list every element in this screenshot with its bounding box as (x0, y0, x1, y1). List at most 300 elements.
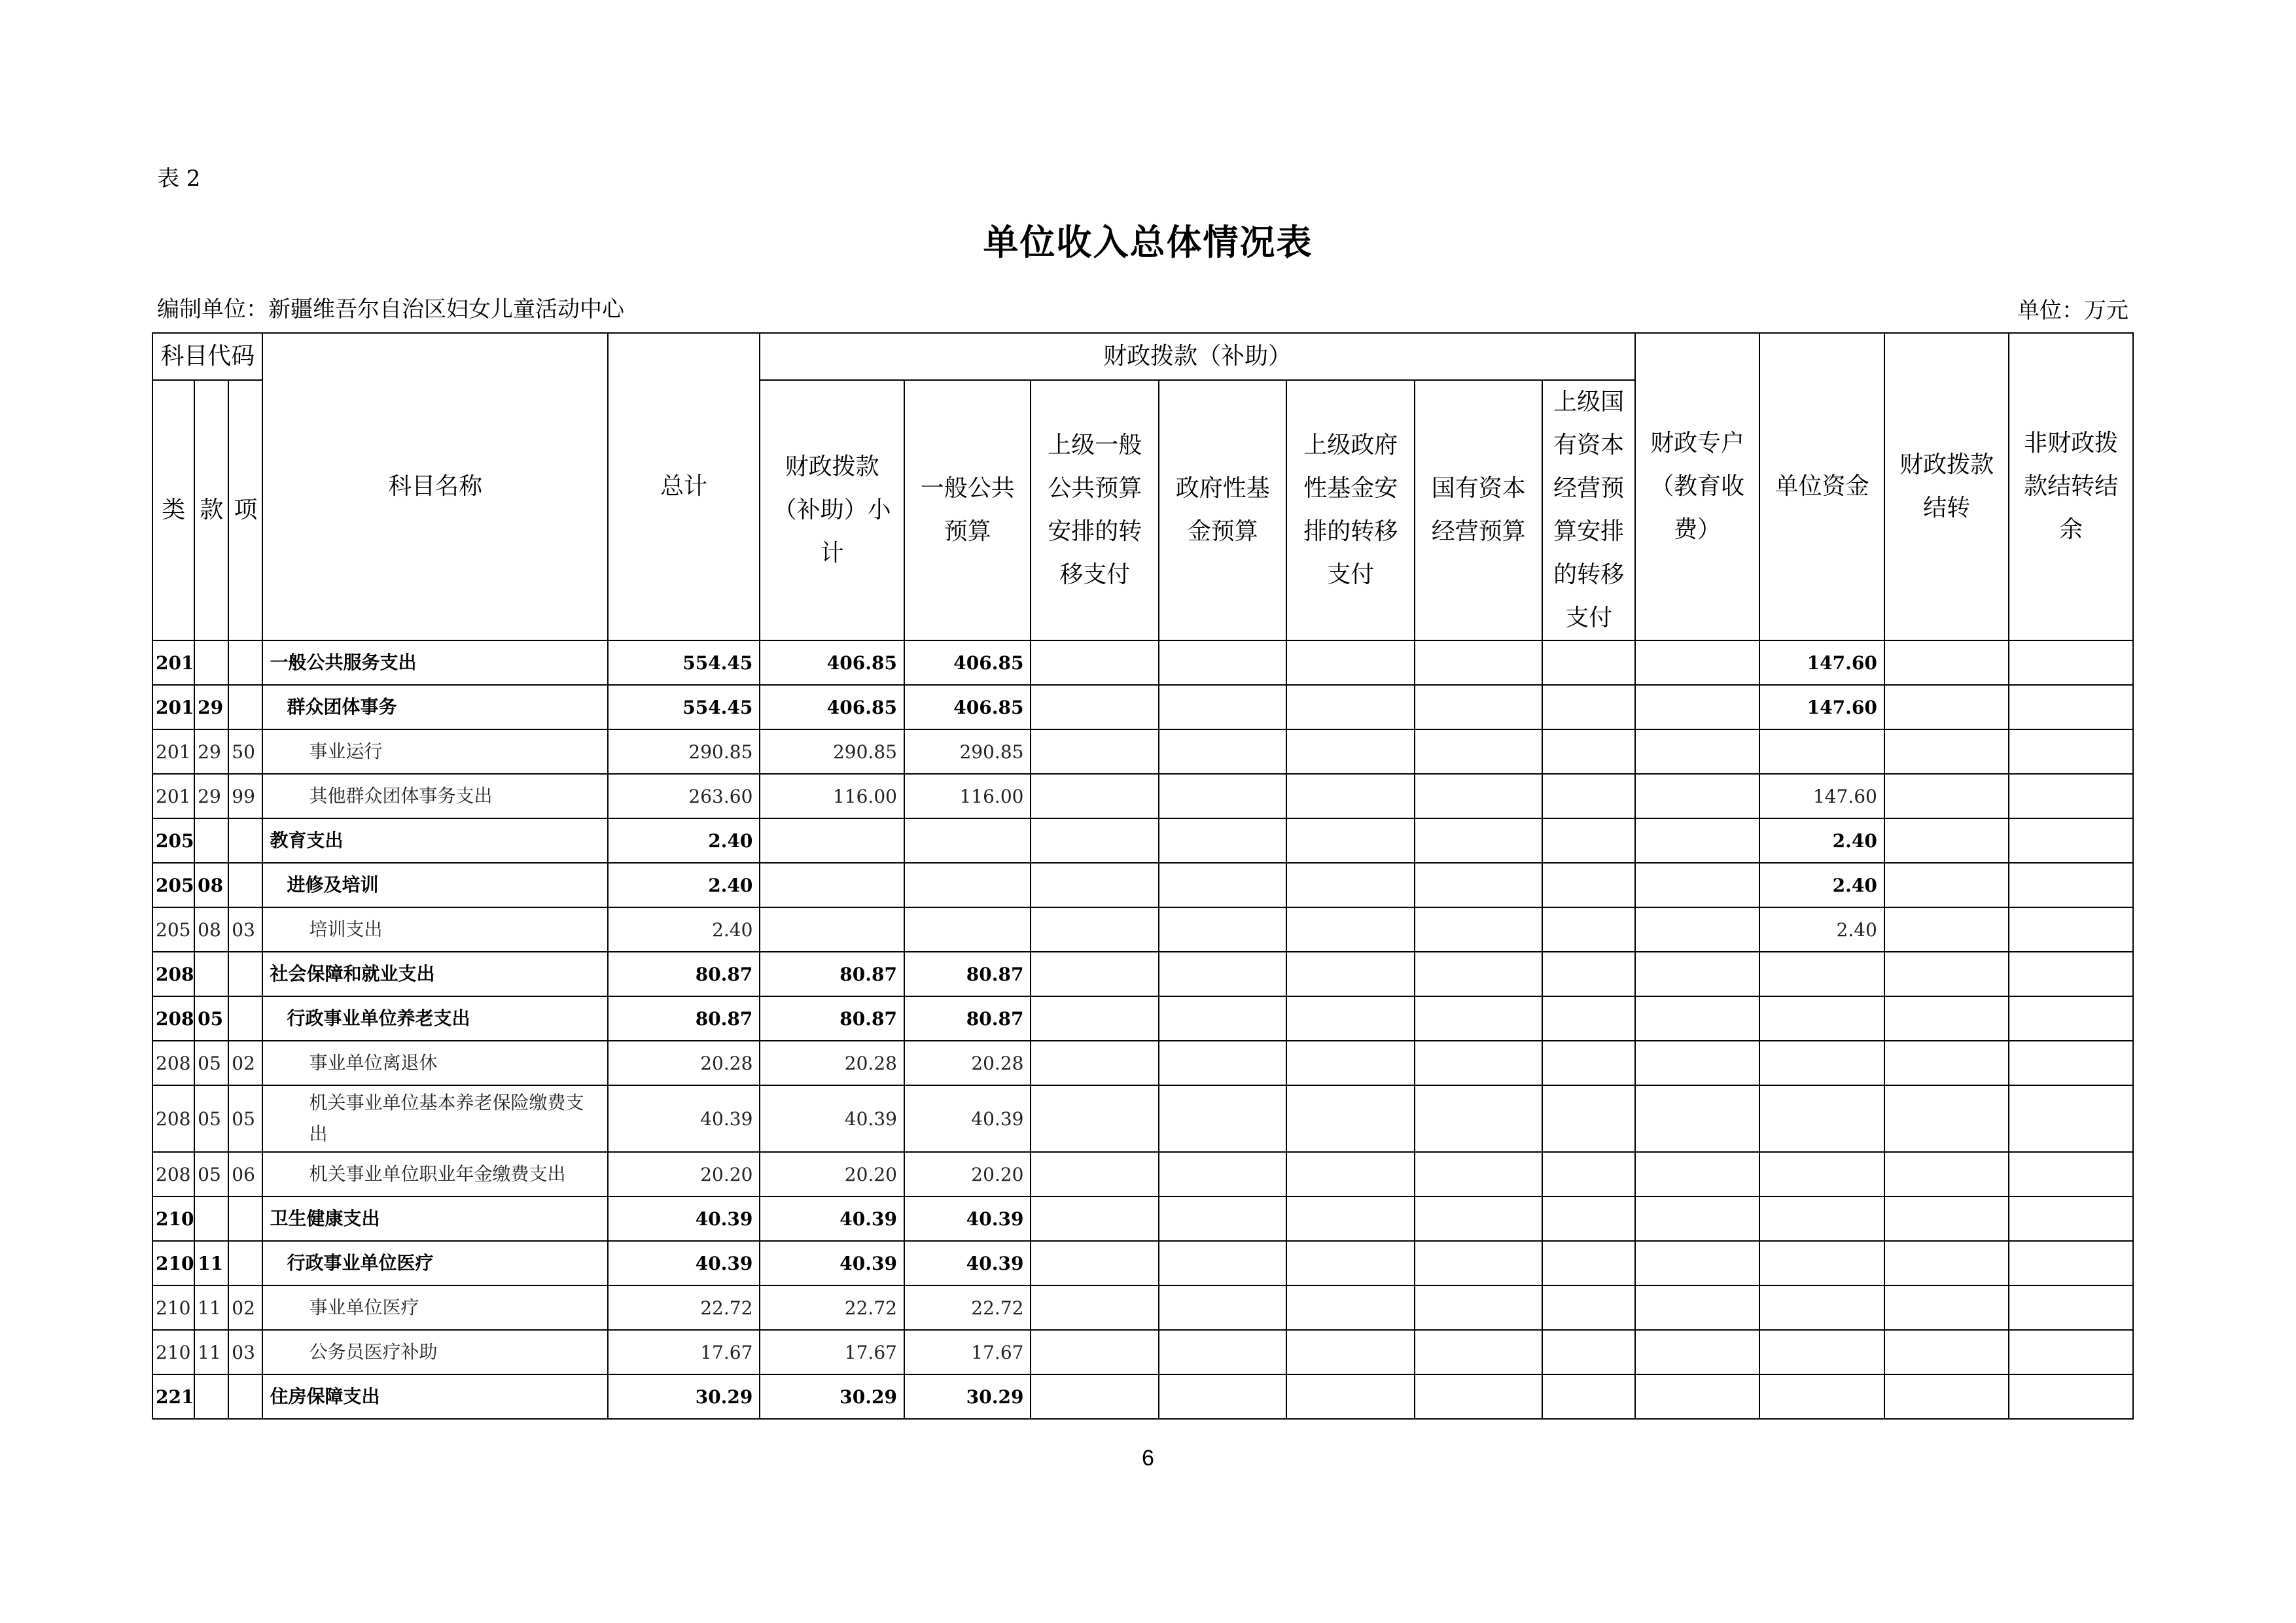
cell-gov-fund (1159, 952, 1287, 996)
cell-subject-name: 行政事业单位医疗 (262, 1241, 607, 1285)
cell-subject-name: 公务员医疗补助 (262, 1330, 607, 1374)
cell-upper-general-transfer (1031, 729, 1159, 774)
cell-upper-capital-transfer (1542, 640, 1634, 685)
cell-special-account (1635, 952, 1759, 996)
cell-kuan: 08 (194, 863, 228, 907)
cell-subject-name: 事业单位医疗 (262, 1285, 607, 1330)
cell-nonfiscal-carryover (2009, 729, 2133, 774)
cell-general-budget: 80.87 (904, 996, 1031, 1041)
cell-upper-capital-transfer (1542, 1330, 1634, 1374)
cell-upper-fund-transfer (1286, 774, 1415, 818)
cell-total: 20.28 (608, 1041, 760, 1085)
cell-nonfiscal-carryover (2009, 1041, 2133, 1085)
header-kuan: 款 (194, 380, 228, 640)
header-fiscal-subtotal: 财政拨款（补助）小计 (760, 380, 904, 640)
cell-kuan: 08 (194, 907, 228, 952)
table-row (152, 1285, 2133, 1330)
cell-state-capital (1415, 1285, 1543, 1330)
cell-lei: 210 (152, 1241, 194, 1285)
cell-upper-general-transfer (1031, 1085, 1159, 1152)
cell-special-account (1635, 1196, 1759, 1241)
cell-xiang: 02 (228, 1041, 262, 1085)
cell-nonfiscal-carryover (2009, 1374, 2133, 1419)
cell-upper-capital-transfer (1542, 952, 1634, 996)
cell-kuan: 05 (194, 1152, 228, 1196)
header-gov-fund: 政府性基金预算 (1159, 380, 1287, 640)
cell-upper-capital-transfer (1542, 1241, 1634, 1285)
cell-subject-name: 群众团体事务 (262, 685, 607, 729)
table-row (152, 952, 2133, 996)
header-xiang: 项 (228, 380, 262, 640)
cell-upper-fund-transfer (1286, 1041, 1415, 1085)
cell-lei: 205 (152, 863, 194, 907)
cell-kuan (194, 1196, 228, 1241)
cell-lei: 221 (152, 1374, 194, 1419)
cell-fiscal-subtotal (760, 863, 904, 907)
cell-upper-capital-transfer (1542, 774, 1634, 818)
cell-lei: 208 (152, 1041, 194, 1085)
cell-state-capital (1415, 685, 1543, 729)
cell-kuan (194, 640, 228, 685)
cell-xiang (228, 1374, 262, 1419)
cell-general-budget: 22.72 (904, 1285, 1031, 1330)
cell-lei: 201 (152, 685, 194, 729)
cell-total: 2.40 (608, 863, 760, 907)
cell-gov-fund (1159, 1330, 1287, 1374)
cell-fiscal-carryover (1884, 1041, 2009, 1085)
cell-total: 2.40 (608, 818, 760, 863)
cell-fiscal-carryover (1884, 685, 2009, 729)
cell-total: 2.40 (608, 907, 760, 952)
cell-total: 554.45 (608, 685, 760, 729)
cell-upper-fund-transfer (1286, 863, 1415, 907)
cell-unit-funds (1759, 1196, 1884, 1241)
cell-xiang: 05 (228, 1085, 262, 1152)
cell-kuan: 11 (194, 1241, 228, 1285)
cell-subject-name: 进修及培训 (262, 863, 607, 907)
cell-state-capital (1415, 907, 1543, 952)
cell-kuan: 05 (194, 1041, 228, 1085)
cell-upper-general-transfer (1031, 774, 1159, 818)
cell-kuan: 11 (194, 1330, 228, 1374)
cell-total: 80.87 (608, 996, 760, 1041)
cell-lei: 205 (152, 907, 194, 952)
cell-special-account (1635, 907, 1759, 952)
cell-kuan: 29 (194, 685, 228, 729)
cell-upper-capital-transfer (1542, 1085, 1634, 1152)
cell-xiang (228, 952, 262, 996)
cell-nonfiscal-carryover (2009, 1330, 2133, 1374)
cell-general-budget: 80.87 (904, 952, 1031, 996)
cell-fiscal-subtotal (760, 818, 904, 863)
income-table (152, 332, 2134, 1420)
cell-subject-name: 一般公共服务支出 (262, 640, 607, 685)
cell-nonfiscal-carryover (2009, 1196, 2133, 1241)
cell-nonfiscal-carryover (2009, 1285, 2133, 1330)
cell-unit-funds (1759, 996, 1884, 1041)
cell-unit-funds (1759, 1041, 1884, 1085)
cell-upper-capital-transfer (1542, 1041, 1634, 1085)
cell-upper-capital-transfer (1542, 996, 1634, 1041)
cell-fiscal-subtotal: 40.39 (760, 1085, 904, 1152)
cell-upper-capital-transfer (1542, 863, 1634, 907)
cell-upper-general-transfer (1031, 1241, 1159, 1285)
cell-fiscal-subtotal: 80.87 (760, 952, 904, 996)
cell-upper-capital-transfer (1542, 907, 1634, 952)
cell-upper-general-transfer (1031, 1285, 1159, 1330)
cell-upper-fund-transfer (1286, 640, 1415, 685)
cell-nonfiscal-carryover (2009, 774, 2133, 818)
cell-state-capital (1415, 818, 1543, 863)
cell-total: 40.39 (608, 1085, 760, 1152)
cell-lei: 208 (152, 1152, 194, 1196)
cell-upper-fund-transfer (1286, 907, 1415, 952)
cell-lei: 210 (152, 1330, 194, 1374)
cell-special-account (1635, 685, 1759, 729)
cell-fiscal-subtotal: 116.00 (760, 774, 904, 818)
cell-lei: 210 (152, 1196, 194, 1241)
table-row (152, 1374, 2133, 1419)
cell-fiscal-subtotal: 22.72 (760, 1285, 904, 1330)
cell-upper-fund-transfer (1286, 1330, 1415, 1374)
cell-general-budget: 30.29 (904, 1374, 1031, 1419)
cell-nonfiscal-carryover (2009, 818, 2133, 863)
cell-subject-name: 住房保障支出 (262, 1374, 607, 1419)
cell-fiscal-carryover (1884, 1152, 2009, 1196)
cell-upper-fund-transfer (1286, 685, 1415, 729)
cell-fiscal-subtotal: 20.20 (760, 1152, 904, 1196)
table-row (152, 1041, 2133, 1085)
cell-fiscal-carryover (1884, 863, 2009, 907)
table-row (152, 685, 2133, 729)
cell-nonfiscal-carryover (2009, 863, 2133, 907)
cell-fiscal-carryover (1884, 729, 2009, 774)
table-row (152, 996, 2133, 1041)
cell-unit-funds: 2.40 (1759, 863, 1884, 907)
cell-general-budget: 40.39 (904, 1241, 1031, 1285)
cell-lei: 201 (152, 729, 194, 774)
cell-upper-fund-transfer (1286, 1241, 1415, 1285)
cell-general-budget: 406.85 (904, 640, 1031, 685)
cell-fiscal-carryover (1884, 1374, 2009, 1419)
cell-unit-funds: 2.40 (1759, 907, 1884, 952)
cell-fiscal-carryover (1884, 952, 2009, 996)
cell-upper-general-transfer (1031, 996, 1159, 1041)
cell-nonfiscal-carryover (2009, 952, 2133, 996)
cell-total: 40.39 (608, 1196, 760, 1241)
cell-upper-general-transfer (1031, 1152, 1159, 1196)
cell-kuan: 11 (194, 1285, 228, 1330)
cell-kuan (194, 1374, 228, 1419)
cell-subject-name: 机关事业单位基本养老保险缴费支出 (262, 1085, 607, 1152)
cell-general-budget (904, 863, 1031, 907)
cell-gov-fund (1159, 774, 1287, 818)
cell-upper-fund-transfer (1286, 952, 1415, 996)
cell-xiang: 50 (228, 729, 262, 774)
header-subject-code: 科目代码 (152, 333, 262, 380)
table-row (152, 774, 2133, 818)
cell-nonfiscal-carryover (2009, 1152, 2133, 1196)
cell-upper-general-transfer (1031, 907, 1159, 952)
cell-upper-general-transfer (1031, 685, 1159, 729)
cell-fiscal-carryover (1884, 1196, 2009, 1241)
cell-state-capital (1415, 1241, 1543, 1285)
cell-general-budget: 290.85 (904, 729, 1031, 774)
cell-state-capital (1415, 774, 1543, 818)
cell-nonfiscal-carryover (2009, 1241, 2133, 1285)
cell-fiscal-subtotal: 20.28 (760, 1041, 904, 1085)
header-unit-funds: 单位资金 (1759, 333, 1884, 640)
cell-total: 80.87 (608, 952, 760, 996)
cell-gov-fund (1159, 1085, 1287, 1152)
cell-fiscal-carryover (1884, 818, 2009, 863)
cell-lei: 201 (152, 640, 194, 685)
header-total: 总计 (608, 333, 760, 640)
table-row (152, 1196, 2133, 1241)
cell-lei: 201 (152, 774, 194, 818)
cell-upper-capital-transfer (1542, 1374, 1634, 1419)
cell-unit-funds (1759, 952, 1884, 996)
cell-upper-fund-transfer (1286, 1285, 1415, 1330)
header-upper-capital-transfer: 上级国有资本经营预算安排的转移支付 (1542, 380, 1634, 640)
cell-fiscal-subtotal: 17.67 (760, 1330, 904, 1374)
header-upper-general-transfer: 上级一般公共预算安排的转移支付 (1031, 380, 1159, 640)
cell-subject-name: 事业单位离退休 (262, 1041, 607, 1085)
cell-gov-fund (1159, 1152, 1287, 1196)
cell-subject-name: 其他群众团体事务支出 (262, 774, 607, 818)
cell-xiang (228, 996, 262, 1041)
cell-nonfiscal-carryover (2009, 996, 2133, 1041)
cell-upper-general-transfer (1031, 1041, 1159, 1085)
table-row (152, 1241, 2133, 1285)
cell-lei: 210 (152, 1285, 194, 1330)
cell-upper-capital-transfer (1542, 818, 1634, 863)
cell-state-capital (1415, 1152, 1543, 1196)
cell-state-capital (1415, 640, 1543, 685)
cell-upper-general-transfer (1031, 818, 1159, 863)
cell-fiscal-carryover (1884, 1241, 2009, 1285)
cell-special-account (1635, 1285, 1759, 1330)
cell-subject-name: 事业运行 (262, 729, 607, 774)
cell-special-account (1635, 996, 1759, 1041)
table-row (152, 729, 2133, 774)
header-nonfiscal-carryover: 非财政拨款结转结余 (2009, 333, 2133, 640)
cell-special-account (1635, 729, 1759, 774)
cell-gov-fund (1159, 729, 1287, 774)
cell-upper-general-transfer (1031, 952, 1159, 996)
cell-unit-funds: 147.60 (1759, 640, 1884, 685)
cell-xiang (228, 818, 262, 863)
cell-xiang: 02 (228, 1285, 262, 1330)
cell-special-account (1635, 1374, 1759, 1419)
cell-upper-general-transfer (1031, 1374, 1159, 1419)
cell-total: 263.60 (608, 774, 760, 818)
cell-state-capital (1415, 729, 1543, 774)
cell-state-capital (1415, 996, 1543, 1041)
cell-total: 554.45 (608, 640, 760, 685)
cell-fiscal-subtotal: 406.85 (760, 640, 904, 685)
cell-unit-funds (1759, 1241, 1884, 1285)
cell-unit-funds (1759, 729, 1884, 774)
cell-special-account (1635, 1152, 1759, 1196)
cell-special-account (1635, 1241, 1759, 1285)
cell-upper-fund-transfer (1286, 1085, 1415, 1152)
cell-unit-funds: 147.60 (1759, 685, 1884, 729)
cell-kuan: 29 (194, 729, 228, 774)
cell-xiang: 06 (228, 1152, 262, 1196)
cell-subject-name: 机关事业单位职业年金缴费支出 (262, 1152, 607, 1196)
cell-fiscal-carryover (1884, 1085, 2009, 1152)
cell-lei: 208 (152, 996, 194, 1041)
cell-fiscal-subtotal: 290.85 (760, 729, 904, 774)
cell-subject-name: 卫生健康支出 (262, 1196, 607, 1241)
cell-state-capital (1415, 1041, 1543, 1085)
cell-state-capital (1415, 1330, 1543, 1374)
cell-gov-fund (1159, 1196, 1287, 1241)
cell-kuan: 29 (194, 774, 228, 818)
cell-kuan (194, 818, 228, 863)
cell-nonfiscal-carryover (2009, 907, 2133, 952)
cell-general-budget: 116.00 (904, 774, 1031, 818)
cell-state-capital (1415, 1085, 1543, 1152)
cell-kuan: 05 (194, 1085, 228, 1152)
cell-lei: 208 (152, 952, 194, 996)
cell-gov-fund (1159, 907, 1287, 952)
cell-upper-fund-transfer (1286, 1152, 1415, 1196)
cell-special-account (1635, 818, 1759, 863)
cell-gov-fund (1159, 863, 1287, 907)
cell-fiscal-subtotal: 40.39 (760, 1196, 904, 1241)
cell-unit-funds (1759, 1085, 1884, 1152)
table-row (152, 1330, 2133, 1374)
cell-upper-capital-transfer (1542, 685, 1634, 729)
cell-total: 22.72 (608, 1285, 760, 1330)
table-row (152, 1152, 2133, 1196)
cell-fiscal-subtotal: 40.39 (760, 1241, 904, 1285)
cell-special-account (1635, 1330, 1759, 1374)
compiling-unit: 编制单位：新疆维吾尔自治区妇女儿童活动中心 (157, 296, 624, 323)
header-lei: 类 (152, 380, 194, 640)
cell-xiang (228, 640, 262, 685)
cell-unit-funds (1759, 1330, 1884, 1374)
header-state-capital: 国有资本经营预算 (1415, 380, 1543, 640)
cell-xiang (228, 685, 262, 729)
table-row (152, 640, 2133, 685)
cell-total: 40.39 (608, 1241, 760, 1285)
header-upper-fund-transfer: 上级政府性基金安排的转移支付 (1286, 380, 1415, 640)
cell-general-budget: 20.20 (904, 1152, 1031, 1196)
cell-upper-fund-transfer (1286, 729, 1415, 774)
cell-upper-general-transfer (1031, 1196, 1159, 1241)
cell-special-account (1635, 640, 1759, 685)
cell-gov-fund (1159, 640, 1287, 685)
cell-total: 290.85 (608, 729, 760, 774)
cell-subject-name: 教育支出 (262, 818, 607, 863)
cell-gov-fund (1159, 1041, 1287, 1085)
cell-fiscal-carryover (1884, 774, 2009, 818)
header-fiscal-group: 财政拨款（补助） (760, 333, 1634, 380)
cell-nonfiscal-carryover (2009, 685, 2133, 729)
cell-general-budget (904, 907, 1031, 952)
cell-lei: 208 (152, 1085, 194, 1152)
cell-subject-name: 行政事业单位养老支出 (262, 996, 607, 1041)
cell-fiscal-carryover (1884, 1285, 2009, 1330)
cell-kuan (194, 952, 228, 996)
cell-nonfiscal-carryover (2009, 640, 2133, 685)
header-fiscal-carryover: 财政拨款结转 (1884, 333, 2009, 640)
table-body (152, 640, 2133, 1419)
cell-state-capital (1415, 863, 1543, 907)
cell-unit-funds (1759, 1152, 1884, 1196)
cell-gov-fund (1159, 685, 1287, 729)
header-general-budget: 一般公共预算 (904, 380, 1031, 640)
cell-general-budget: 17.67 (904, 1330, 1031, 1374)
cell-fiscal-subtotal: 80.87 (760, 996, 904, 1041)
cell-special-account (1635, 774, 1759, 818)
cell-unit-funds: 147.60 (1759, 774, 1884, 818)
cell-fiscal-carryover (1884, 907, 2009, 952)
cell-gov-fund (1159, 1374, 1287, 1419)
cell-unit-funds: 2.40 (1759, 818, 1884, 863)
cell-upper-fund-transfer (1286, 818, 1415, 863)
cell-gov-fund (1159, 1241, 1287, 1285)
cell-kuan: 05 (194, 996, 228, 1041)
cell-special-account (1635, 863, 1759, 907)
cell-xiang (228, 1196, 262, 1241)
cell-total: 17.67 (608, 1330, 760, 1374)
page-number: 6 (1142, 1446, 1154, 1471)
cell-general-budget: 40.39 (904, 1085, 1031, 1152)
table-label: 表 2 (157, 166, 201, 192)
header-subject-name: 科目名称 (262, 333, 607, 640)
cell-upper-capital-transfer (1542, 1285, 1634, 1330)
cell-fiscal-carryover (1884, 640, 2009, 685)
cell-general-budget: 406.85 (904, 685, 1031, 729)
table-row (152, 1085, 2133, 1152)
table-row (152, 907, 2133, 952)
cell-upper-general-transfer (1031, 640, 1159, 685)
cell-gov-fund (1159, 996, 1287, 1041)
cell-fiscal-carryover (1884, 1330, 2009, 1374)
cell-upper-fund-transfer (1286, 1374, 1415, 1419)
cell-general-budget: 20.28 (904, 1041, 1031, 1085)
cell-upper-capital-transfer (1542, 1196, 1634, 1241)
cell-subject-name: 社会保障和就业支出 (262, 952, 607, 996)
table-row (152, 863, 2133, 907)
cell-fiscal-carryover (1884, 996, 2009, 1041)
cell-fiscal-subtotal: 406.85 (760, 685, 904, 729)
cell-state-capital (1415, 952, 1543, 996)
cell-upper-fund-transfer (1286, 1196, 1415, 1241)
cell-lei: 205 (152, 818, 194, 863)
cell-fiscal-subtotal: 30.29 (760, 1374, 904, 1419)
cell-upper-general-transfer (1031, 1330, 1159, 1374)
cell-gov-fund (1159, 1285, 1287, 1330)
cell-subject-name: 培训支出 (262, 907, 607, 952)
cell-state-capital (1415, 1374, 1543, 1419)
cell-upper-general-transfer (1031, 863, 1159, 907)
cell-special-account (1635, 1085, 1759, 1152)
currency-unit: 单位：万元 (2017, 298, 2128, 324)
cell-xiang (228, 863, 262, 907)
cell-unit-funds (1759, 1374, 1884, 1419)
cell-upper-capital-transfer (1542, 729, 1634, 774)
cell-special-account (1635, 1041, 1759, 1085)
cell-general-budget (904, 818, 1031, 863)
cell-upper-fund-transfer (1286, 996, 1415, 1041)
cell-total: 30.29 (608, 1374, 760, 1419)
cell-nonfiscal-carryover (2009, 1085, 2133, 1152)
